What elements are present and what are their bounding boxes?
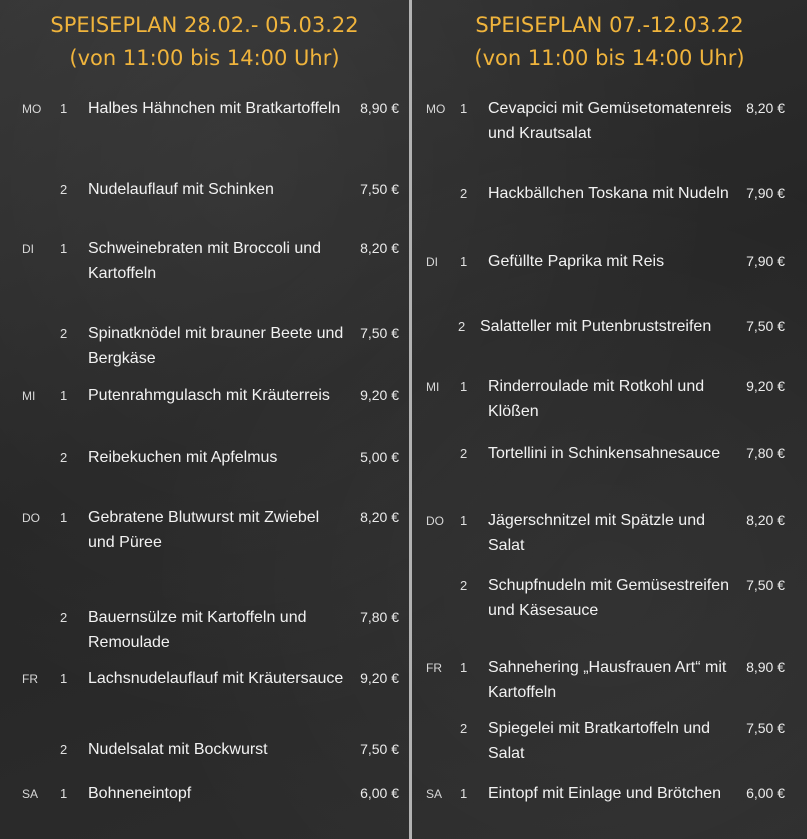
dish-price: 8,90 € [746,659,785,675]
weekday-label: SA [426,787,443,801]
dish-name: Nudelauflauf mit Schinken [88,181,274,198]
dish-name: Reibekuchen mit Apfelmus [88,449,278,466]
week-1-hours: (von 11:00 bis 14:00 Uhr) [69,46,340,70]
weekday-label: DO [22,511,40,525]
dish-price: 9,20 € [746,378,785,394]
dish-price: 8,20 € [360,509,399,525]
dish-price: 5,00 € [360,449,399,465]
column-divider [409,0,412,839]
dish-name: Nudelsalat mit Bockwurst [88,741,268,758]
dish-number: 2 [458,319,466,334]
dish-name: Bohneneintopf [88,785,192,802]
dish-name: Rinderroulade mit Rotkohl und Klößen [488,378,705,420]
dish-price: 7,90 € [746,185,785,201]
dish-number: 1 [60,671,68,686]
week-2-hours: (von 11:00 bis 14:00 Uhr) [474,46,745,70]
dish-number: 2 [460,578,468,593]
dish-name: Lachsnudelauflauf mit Kräutersauce [88,670,344,687]
dish-number: 1 [460,254,468,269]
dish-name: Spiegelei mit Bratkartoffeln und Salat [488,720,711,762]
dish-number: 1 [460,379,468,394]
weekday-label: DI [22,242,34,256]
dish-name: Spinatknödel mit brauner Beete und Bergkäse [88,325,344,367]
dish-name: Halbes Hähnchen mit Bratkartoffeln [88,100,341,117]
dish-price: 8,20 € [746,100,785,116]
dish-number: 1 [460,660,468,675]
dish-name: Schweinebraten mit Broccoli und Kartoffeln [88,240,322,282]
dish-number: 2 [60,742,68,757]
weekday-label: DI [426,255,438,269]
dish-number: 2 [460,721,468,736]
dish-name: Jägerschnitzel mit Spätzle und Salat [488,512,705,554]
dish-number: 2 [60,450,68,465]
dish-price: 7,50 € [360,741,399,757]
dish-price: 7,50 € [746,720,785,736]
weekday-label: MO [426,102,446,116]
dish-number: 2 [60,182,68,197]
dish-name: Bauernsülze mit Kartoffeln und Remoulade [88,609,307,651]
dish-price: 9,20 € [360,387,399,403]
dish-name: Tortellini in Schinkensahnesauce [488,445,721,462]
dish-number: 1 [460,513,468,528]
weekday-label: MI [426,380,440,394]
dish-price: 8,90 € [360,100,399,116]
dish-price: 8,20 € [360,240,399,256]
dish-name: Cevapcici mit Gemüsetomatenreis und Krautsalat [488,100,732,142]
dish-number: 1 [460,786,468,801]
dish-price: 7,50 € [360,325,399,341]
dish-name: Putenrahmgulasch mit Kräuterreis [88,387,330,404]
dish-number: 1 [60,241,68,256]
dish-name: Salatteller mit Putenbruststreifen [480,318,712,335]
dish-price: 7,80 € [360,609,399,625]
dish-name: Hackbällchen Toskana mit Nudeln [488,185,729,202]
week-2-title: SPEISEPLAN 07.-12.03.22 [475,13,744,37]
weekday-label: DO [426,514,444,528]
dish-name: Eintopf mit Einlage und Brötchen [488,785,722,802]
dish-number: 1 [60,510,68,525]
dish-price: 6,00 € [360,785,399,801]
weekday-label: MI [22,389,36,403]
dish-price: 9,20 € [360,670,399,686]
dish-number: 1 [60,388,68,403]
weekday-label: SA [22,787,39,801]
dish-number: 2 [60,326,68,341]
dish-number: 2 [460,446,468,461]
dish-number: 1 [60,101,68,116]
dish-name: Schupfnudeln mit Gemüsestreifen und Käsesauce [488,577,730,619]
dish-number: 1 [60,786,68,801]
dish-price: 7,50 € [746,577,785,593]
dish-name: Sahnehering „Hausfrauen Art“ mit Kartoffeln [488,659,727,701]
week-1-title: SPEISEPLAN 28.02.- 05.03.22 [50,13,359,37]
dish-number: 2 [460,186,468,201]
dish-price: 7,50 € [746,318,785,334]
dish-price: 7,50 € [360,181,399,197]
weekday-label: FR [22,672,38,686]
dish-price: 6,00 € [746,785,785,801]
dish-price: 8,20 € [746,512,785,528]
dish-price: 7,80 € [746,445,785,461]
dish-number: 2 [60,610,68,625]
weekday-label: MO [22,102,42,116]
dish-number: 1 [460,101,468,116]
dish-name: Gefüllte Paprika mit Reis [488,253,665,270]
dish-price: 7,90 € [746,253,785,269]
weekday-label: FR [426,661,442,675]
dish-name: Gebratene Blutwurst mit Zwiebel und Püree [88,509,320,551]
